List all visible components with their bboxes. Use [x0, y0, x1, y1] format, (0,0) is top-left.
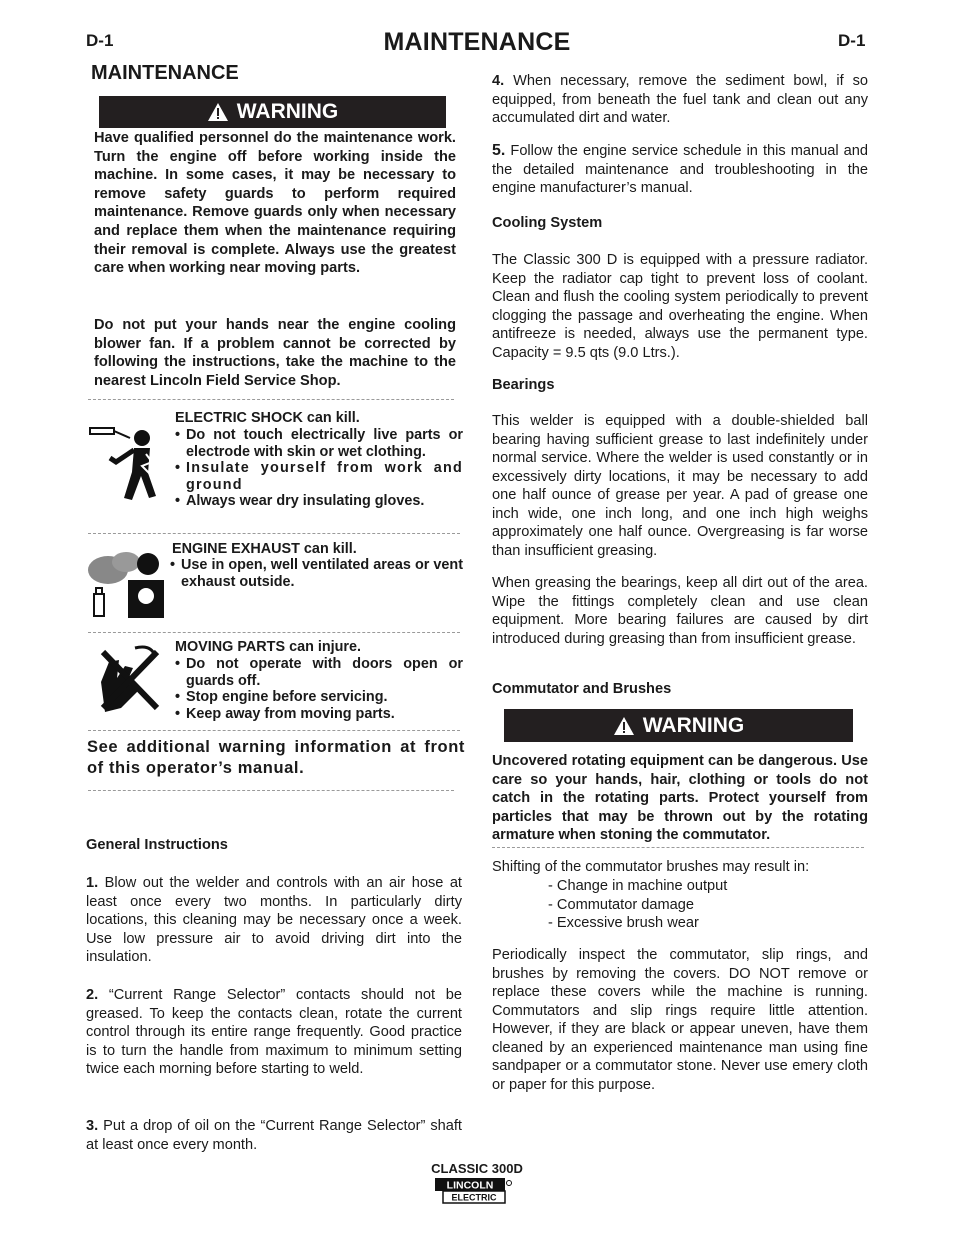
hazard-item: • Always wear dry insulating gloves.: [175, 493, 463, 510]
hazard-title-electric: ELECTRIC SHOCK can kill.: [175, 410, 360, 426]
hazard-title-moving: MOVING PARTS can injure.: [175, 639, 362, 655]
warning-banner: [99, 96, 446, 128]
divider: [88, 533, 460, 534]
list-item: - Excessive brush wear: [548, 915, 699, 931]
electric-shock-icon: [86, 418, 166, 506]
bearings-heading: Bearings: [492, 377, 555, 393]
inspection-text: Periodically inspect the commutator, slip rings, and brushes by removing the covers. DO NOT remove or replace these covers while the machine is running. Commutators and slip rings require little attention. However, if they are black or appear uneven, have them cleaned by an experienced maintenance man using fine sandpaper or a commutator stone. Never use emery cloth or paper for this purpose.: [492, 947, 868, 1093]
general-item-3: 3. Put a drop of oil on the “Current Range Selector” shaft at least once every month.: [86, 1118, 462, 1153]
hazard-item: • Keep away from moving parts.: [175, 706, 463, 723]
page-code-left: D-1: [86, 31, 114, 50]
section-title: MAINTENANCE: [91, 62, 239, 84]
divider: [88, 632, 460, 633]
divider: [88, 790, 454, 791]
list-item: - Commutator damage: [548, 896, 694, 913]
bearings-text-2: When greasing the bearings, keep all dirt out of the area. Wipe the fittings completely clean and use clean equipment. More bearing failures are caused by dirt introduced during greasing than from insufficient grease.: [492, 575, 868, 647]
shifting-effects-list: [548, 877, 727, 933]
moving-parts-icon: [95, 642, 165, 716]
divider: [492, 847, 864, 848]
shifting-intro: Shifting of the commutator brushes may result in:: [492, 859, 810, 875]
page-code-right: D-1: [838, 31, 866, 50]
warning-label: WARNING: [236, 100, 339, 123]
divider: [88, 730, 460, 731]
warning-paragraph-2: Do not put your hands near the engine cooling blower fan. If a problem cannot be corrected by following the instructions, take the machine to the nearest Lincoln Field Service Shop.: [94, 317, 456, 389]
hazard-item: • Insulate yourself from work and ground: [175, 460, 463, 493]
commutator-warning-text: Uncovered rotating equipment can be dangerous. Use care so your hands, hair, clothing or tools do not catch in the rotating parts. Protect yourself from particles that may be thrown out by the rotating armature when stoning the commutator.: [492, 753, 868, 844]
general-item-1: 1. Blow out the welder and controls with an air hose at least once every two months. In particularly dirty locations, this cleaning may be necessary once a week. Use low pressure air to avoid driving dirt into the insulation.: [86, 875, 462, 965]
hazard-list-electric: [175, 427, 463, 510]
warning-banner-commutator: [504, 709, 853, 742]
general-item-2: 2. “Current Range Selector” contacts should not be greased. To keep the contacts clean, rotate the current control through its entire range frequently. Good practice is to turn the handle from maximum to minimum setting twice each morning before starting to weld.: [86, 987, 462, 1077]
hazard-item: • Do not operate with doors open or guards off.: [175, 656, 463, 689]
logo-text-top: LINCOLN: [446, 1179, 494, 1192]
warning-triangle-icon: [613, 716, 635, 736]
see-additional-notice: See additional warning information at front of this operator’s manual.: [87, 738, 465, 777]
footer-model-name: CLASSIC 300D: [431, 1161, 523, 1176]
general-instructions-heading: General Instructions: [86, 837, 228, 853]
cooling-system-heading: Cooling System: [492, 215, 603, 231]
warning-triangle-icon: [207, 102, 229, 122]
hazard-title-exhaust: ENGINE EXHAUST can kill.: [172, 541, 357, 557]
engine-item-4: 4. When necessary, remove the sediment bowl, if so equipped, from beneath the fuel tank and clean out any accumulated dirt and water.: [492, 73, 869, 126]
hazard-list-moving: [175, 656, 463, 722]
engine-item-5: 5. Follow the engine service schedule in this manual and the detailed maintenance and troubleshooting in the engine manufacturer’s manual.: [492, 142, 868, 196]
hazard-item: • Do not touch electrically live parts or electrode with skin or wet clothing.: [175, 427, 463, 460]
lincoln-electric-logo: [435, 1178, 517, 1209]
cooling-system-text: The Classic 300 D is equipped with a pressure radiator. Keep the radiator cap tight to prevent loss of coolant. Clean and flush the cooling system periodically to prevent clogging the passage and overheating the engine. When antifreeze is needed, always use the permanent type. Capacity = 9.5 qts (9.0 Ltrs.).: [492, 252, 868, 361]
hazard-list-exhaust: [170, 557, 463, 590]
hazard-item: • Stop engine before servicing.: [175, 689, 463, 706]
engine-exhaust-icon: [86, 548, 166, 622]
warning-paragraph-1: Have qualified personnel do the maintenance work. Turn the engine off before working inside the machine. In some cases, it may be necessary to remove safety guards to perform required maintenance. Remove guards only when necessary and replace them when the maintenance requiring their removal is complete. Always use the greatest care when working near moving parts.: [94, 130, 456, 277]
page-title: MAINTENANCE: [383, 28, 571, 56]
divider: [88, 399, 454, 400]
hazard-item: • Use in open, well ventilated areas or vent exhaust outside.: [170, 557, 463, 590]
commutator-heading: Commutator and Brushes: [492, 681, 672, 697]
list-item: - Change in machine output: [548, 878, 728, 894]
logo-text-bottom: ELECTRIC: [451, 1192, 497, 1203]
warning-label: WARNING: [642, 713, 745, 737]
bearings-text-1: This welder is equipped with a double-shielded ball bearing having sufficient grease to last indefinitely under normal service. Where the welder is used constantly or in excessively dirty locations, it may be necessary to add one half ounce of grease per year. A pad of grease one inch wide, one inch long, and one inch high weighs approximately one half ounce. Overgreasing is far worse than insufficient greasing.: [492, 413, 868, 559]
